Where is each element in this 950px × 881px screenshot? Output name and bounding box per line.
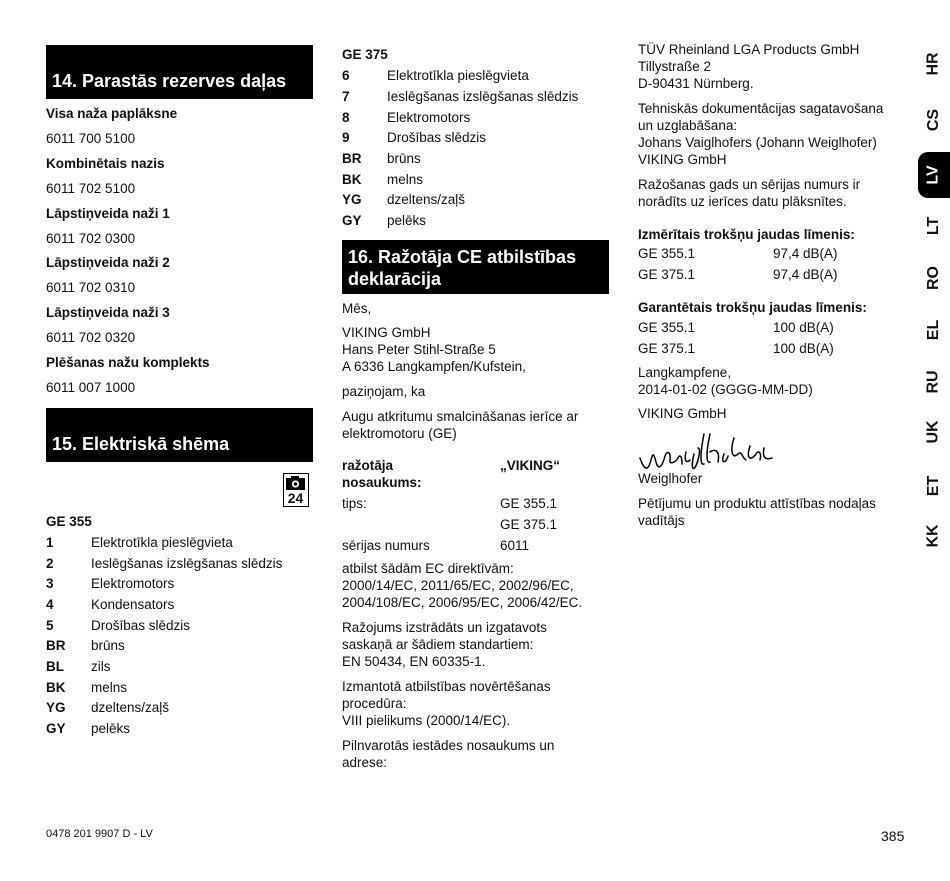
lang-tab-cs: CS xyxy=(924,108,942,132)
part-name: Plēšanas nažu komplekts xyxy=(46,355,210,370)
declaration-text: paziņojam, ka xyxy=(342,384,426,399)
address-line: VIKING GmbH xyxy=(342,325,431,340)
lang-tab-kk: KK xyxy=(924,524,942,548)
standards-line: EN 50434, EN 60335-1. xyxy=(342,654,486,669)
noise-value: 100 dB(A) xyxy=(773,341,834,356)
declaration-we: Mēs, xyxy=(342,301,372,316)
noise-model: GE 375.1 xyxy=(638,341,696,356)
section-16-title-line1: 16. Ražotāja CE atbilstības xyxy=(348,247,577,267)
notified-body-line: adrese: xyxy=(342,755,388,770)
notified-body-address: D-90431 Nürnberg. xyxy=(638,76,754,91)
section-14-title: 14. Parastās rezerves daļas xyxy=(52,71,287,91)
brand-label: nosaukums: xyxy=(342,475,422,490)
product-line: Augu atkritumu smalcināšanas ierīce ar xyxy=(342,409,579,424)
production-year-line: Ražošanas gads un sērijas numurs ir xyxy=(638,177,861,192)
noise-model: GE 375.1 xyxy=(638,267,696,282)
company-name: VIKING GmbH xyxy=(638,406,727,421)
part-name: Lāpstiņveida naži 1 xyxy=(46,206,170,221)
directives-line: atbilst šādām EC direktīvām: xyxy=(342,561,514,576)
part-number: 6011 702 0310 xyxy=(46,280,136,295)
ge355-title: GE 355 xyxy=(46,514,92,529)
lang-tab-lt: LT xyxy=(924,216,942,236)
part-name: Lāpstiņveida naži 2 xyxy=(46,255,170,270)
directives-line: 2000/14/EC, 2011/65/EC, 2002/96/EC, xyxy=(342,578,574,593)
part-number: 6011 007 1000 xyxy=(46,380,136,395)
documentation-line: un uzglabāšana: xyxy=(638,118,738,133)
type-value: GE 355.1 xyxy=(500,496,558,511)
lang-tab-ru: RU xyxy=(924,370,942,394)
noise-value: 100 dB(A) xyxy=(773,320,834,335)
notified-body-line: Pilnvarotās iestādes nosaukums un xyxy=(342,738,555,753)
notified-body-address: Tillystraße 2 xyxy=(638,59,712,74)
page-number: 385 xyxy=(881,828,905,844)
address-line: Hans Peter Stihl-Straße 5 xyxy=(342,342,496,357)
serial-label: sērijas numurs xyxy=(342,538,430,553)
part-name: Kombinētais nazis xyxy=(46,156,165,171)
part-name: Visa naža paplāksne xyxy=(46,106,178,121)
lang-tab-el: EL xyxy=(924,319,942,341)
type-label: tips: xyxy=(342,496,367,511)
part-name: Lāpstiņveida naži 3 xyxy=(46,305,170,320)
part-number: 6011 700 5100 xyxy=(46,131,136,146)
part-number: 6011 702 5100 xyxy=(46,181,136,196)
date-line: 2014-01-02 (GGGG-MM-DD) xyxy=(638,382,813,397)
noise-model: GE 355.1 xyxy=(638,320,696,335)
procedure-line: procedūra: xyxy=(342,696,407,711)
brand-value: „VIKING“ xyxy=(500,458,561,473)
signatory-role: Pētījumu un produktu attīstības nodaļas xyxy=(638,496,876,511)
part-number: 6011 702 0300 xyxy=(46,231,136,246)
type-value: GE 375.1 xyxy=(500,517,558,532)
lang-tab-et: ET xyxy=(924,475,942,497)
standards-line: saskaņā ar šādiem standartiem: xyxy=(342,637,534,652)
guaranteed-noise-title: Garantētais trokšņu jaudas līmenis: xyxy=(638,300,867,315)
section-15-heading xyxy=(46,408,313,462)
lang-tab-uk: UK xyxy=(924,420,942,444)
directives-line: 2004/108/EC, 2006/95/EC, 2006/42/EC. xyxy=(342,595,583,610)
section-15-title: 15. Elektriskā shēma xyxy=(52,434,230,454)
noise-value: 97,4 dB(A) xyxy=(773,246,838,261)
section-16-title-line2: deklarācija xyxy=(348,269,442,289)
product-line: elektromotoru (GE) xyxy=(342,426,457,441)
lang-tab-ro: RO xyxy=(925,266,942,290)
documentation-line: Tehniskās dokumentācijas sagatavošana xyxy=(638,101,884,116)
noise-value: 97,4 dB(A) xyxy=(773,267,838,282)
notified-body-address: TÜV Rheinland LGA Products GmbH xyxy=(638,42,860,57)
signatory-name: Weiglhofer xyxy=(638,471,703,486)
place-line: Langkampfene, xyxy=(638,365,732,380)
documentation-line: VIKING GmbH xyxy=(638,152,727,167)
production-year-line: norādīts uz ierīces datu plāksnītes. xyxy=(638,194,847,209)
brand-label: ražotāja xyxy=(342,458,394,473)
documentation-line: Johans Vaiglhofers (Johann Weiglhofer) xyxy=(638,135,877,150)
serial-value: 6011 xyxy=(500,538,530,553)
measured-noise-title: Izmērītais trokšņu jaudas līmenis: xyxy=(638,227,855,242)
procedure-line: VIII pielikums (2000/14/EC). xyxy=(342,713,511,728)
lang-tab-hr: HR xyxy=(924,52,942,76)
camera-figure-icon xyxy=(283,473,309,507)
document-code: 0478 201 9907 D - LV xyxy=(46,828,153,840)
part-number: 6011 702 0320 xyxy=(46,330,136,345)
address-line: A 6336 Langkampfen/Kufstein, xyxy=(342,359,526,374)
standards-line: Ražojums izstrādāts un izgatavots xyxy=(342,620,547,635)
lang-tab-lv-active: LV xyxy=(918,152,950,198)
procedure-line: Izmantotā atbilstības novērtēšanas xyxy=(342,679,551,694)
ge375-title: GE 375 xyxy=(342,47,388,62)
signature xyxy=(638,430,778,474)
section-16-heading xyxy=(342,240,609,294)
signatory-role: vadītājs xyxy=(638,513,685,528)
figure-number: 24 xyxy=(287,490,304,506)
section-14-heading xyxy=(46,45,313,99)
noise-model: GE 355.1 xyxy=(638,246,696,261)
